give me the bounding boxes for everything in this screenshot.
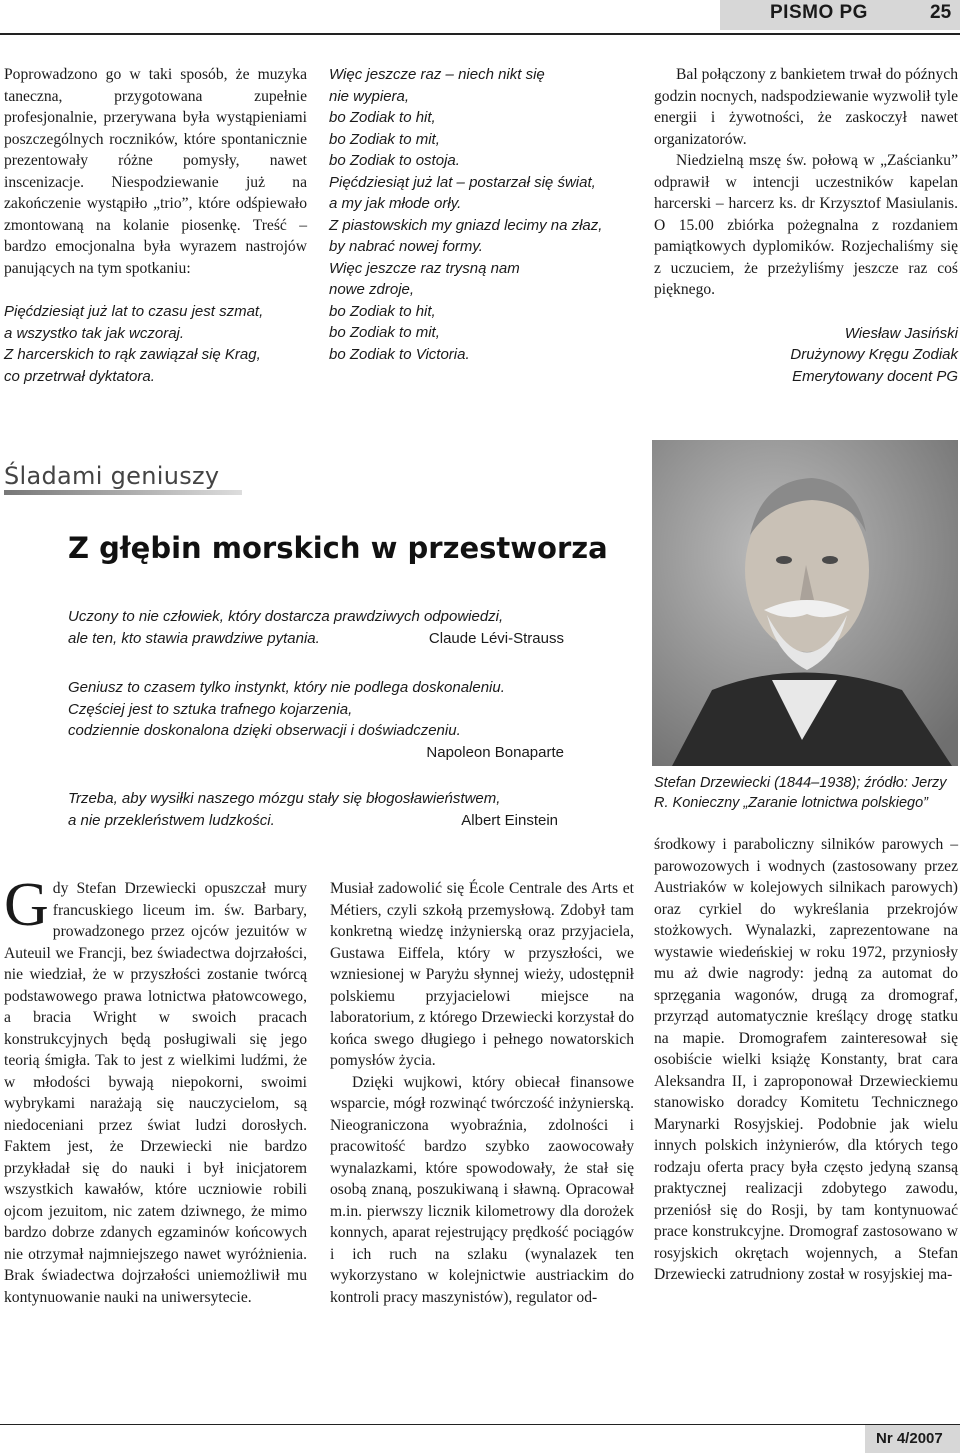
quote-author: Napoleon Bonaparte xyxy=(426,743,564,761)
poem-line: bo Zodiak to hit, xyxy=(329,302,436,320)
poem-line: bo Zodiak to hit, xyxy=(329,109,436,126)
top-col3 xyxy=(654,64,958,387)
issue-number: Nr 4/2007 xyxy=(876,1430,943,1447)
poem-line: bo Zodiak to mit, xyxy=(329,130,440,148)
quote-line: Geniusz to czasem tylko instynkt, który nie podlega doskonaleniu. xyxy=(68,679,505,696)
signature xyxy=(654,323,958,388)
top-col1 xyxy=(4,64,307,387)
article-col2 xyxy=(330,878,634,1308)
quote-line: Częściej jest to sztuka trafnego kojarzenia, xyxy=(68,700,353,718)
poem-line: Z harcerskich to rąk zawiązał się Krag, xyxy=(4,346,261,363)
poem-line: a wszystko tak jak wczoraj. xyxy=(4,324,185,342)
dropcap: G xyxy=(4,871,49,939)
article-title: Z głębin morskich w przestworza xyxy=(68,531,608,565)
page-number: 25 xyxy=(930,2,952,23)
quote-2 xyxy=(68,677,568,763)
poem-line: Pięćdziesiąt już lat to czasu jest szmat, xyxy=(4,303,264,320)
signature-title: Emerytowany docent PG xyxy=(792,367,958,385)
poem-line: co przetrwał dyktatora. xyxy=(4,367,155,385)
poem-line: Pięćdziesiąt już lat – postarzał się świat, xyxy=(329,173,596,191)
poem-line: Więc jeszcze raz – niech nikt się xyxy=(329,66,545,83)
signature-name: Wiesław Jasiński xyxy=(844,324,958,342)
footer-rule xyxy=(0,1424,960,1425)
poem-line: bo Zodiak to mit, xyxy=(329,324,440,341)
quote-1 xyxy=(68,606,568,649)
poem-line: nowe zdroje, xyxy=(329,281,415,298)
quote-line: Uczony to nie człowiek, który dostarcza prawdziwych odpowiedzi, xyxy=(68,608,504,625)
article-col2-p1: Musiał zadowolić się École Centrale des Arts et Métiers, czyli szkołą przemysłową. Zdobył tam konkretną wiedzę inżynierską oraz przyjaciela, Gustawa Eiffela, który w przyszłości, we wzniesionej w Paryżu słynnej wieży, udostępnił polskiemu przyjacielowi miejsce na laboratorium, z którego Drzewiecki korzystał do końca swego długiego i pełnego nowatorskich pomysłów życia. xyxy=(330,880,634,1069)
quote-author: Claude Lévi-Strauss xyxy=(428,629,564,647)
top-col3-p2: Niedzielną mszę św. połową w „Zaścianku” odprawił w intencji uczestników kapelan harcerski – harcerz ks. dr Krzysztof Masiulanis. O 15.00 zbiórka pożegnalna z rozdaniem pamiątkowych dyplomików. Rozjechaliśmy się z uczuciem, że przeżyliśmy jeszcze raz coś pięknego. xyxy=(654,152,958,298)
poem-line: a my jak młode orły. xyxy=(329,195,462,212)
magazine-name: PISMO PG xyxy=(770,2,868,23)
signature-role: Drużynowy Kręgu Zodiak xyxy=(790,346,958,363)
quote-line: a nie przekleństwem ludzkości. xyxy=(68,811,275,829)
section-underline xyxy=(4,490,242,495)
quote-line: Trzeba, aby wysiłki naszego mózgu stały się błogosławieństwem, xyxy=(68,790,501,807)
article-col3 xyxy=(654,834,958,1286)
article-col1-text: dy Stefan Drzewiecki opuszczał mury francuskiego liceum im. św. Barbary, prowadzonego przez ojców jezuitów w Auteuil we Francji, bez świadectwa dojrzałości, nie wiedział, że w przyszłości zostanie twórcą podstawowego prawa lotnictwa płatowcowego, a bracia Wright w swoich pracach konstrukcyjnych będą posługiwali się jego teorią śmigła. Tak to jest z wielkimi ludźmi, że w młodości bywają niepokorni, swoimi wybrykami narażają się nauczycielom, są niedoceniani przez świat ludzi dorosłych. Faktem jest, że Drzewiecki nie bardzo przykładał się do nauki i był inicjatorem wszystkich kawałów, które uczniowie robili ojcom jezuitom, nic zatem dziwnego, że mimo bardzo dobrze zdanych egzaminów końcowych nie otrzymał najmniejszego nawet wyróżnienia. Brak świadectwa dojrzałości uniemożliwił mu kontynuowanie nauki na uniwersytecie. xyxy=(4,880,307,1306)
top-col3-p1: Bal połączony z bankietem trwał do późnych godzin nocnych, nadspodziewanie wyzwolił tyle energii i żywotności, że zaskoczył nawet organizatorów. xyxy=(654,66,958,148)
portrait-illustration xyxy=(652,440,958,766)
portrait-photo xyxy=(652,440,958,766)
poem-line: bo Zodiak to ostoja. xyxy=(329,152,460,169)
poem-line: Więc jeszcze raz trysną nam xyxy=(329,259,520,277)
quote-line: codziennie doskonalona dzięki obserwacji i doświadczeniu. xyxy=(68,722,461,739)
article-col3-text: środkowy i paraboliczny silników parowych – parowozowych i wodnych (zastosowany przez Austriaków w kolejowych silnikach parowych) oraz cyrkiel do wykreślania przekrojów stożkowych. Wynalazki, zaprezentowane na wystawie wiedeńskiej w roku 1972, przyniosły mu aż dwie nagrody: jedną za automat do sprzęgania wagonów, drugą za dromograf, przyrząd automatycznie kreślący drogę statku na mapie. Dromografem zainteresował się osobiście wielki książę Konstanty, brat cara Aleksandra II, i zaproponował Drzewieckiemu stanowisko doradcy Komitetu Technicznego Marynarki Rosyjskiej. Podobnie jak wielu innych polskich inżynierów, dla których tego rodzaju oferta pracy była często jedyną szansą praktycznej realizacji zdobytego zawodu, przeniósł się do Rosji, by tam kontynuować prace konstrukcyjne. Dromograf zastosowano w rosyjskich okrętach wojennych, a Stefan Drzewiecki zatrudniony został w rosyjskiej ma- xyxy=(654,836,958,1283)
section-title: Śladami geniuszy xyxy=(4,462,220,490)
poem-line: bo Zodiak to Victoria. xyxy=(329,345,470,363)
quote-author: Albert Einstein xyxy=(461,811,558,829)
top-col2-poem xyxy=(329,64,634,365)
top-col1-paragraph: Poprowadzono go w taki sposób, że muzyka taneczna, przygotowana zupełnie profesjonalnie, przerywana była wystąpieniami poszczególnych roczników, które spontanicznie prezentowały różne pomysły, nawet inscenizacje. Niespodziewanie już na zakończenie wystąpiło „trio”, które odśpiewało zmontowaną na kolanie piosenkę. Treść – bardzo emocjonalna była wyrazem nastrojów panujących na tym spotkaniu: xyxy=(4,66,307,277)
poem-line: nie wypiera, xyxy=(329,87,410,105)
quote-line: ale ten, kto stawia prawdziwe pytania. xyxy=(68,629,320,647)
photo-caption: Stefan Drzewiecki (1844–1938); źródło: Jerzy R. Konieczny „Zaranie lotnictwa polskiego” xyxy=(654,775,947,811)
quote-3 xyxy=(68,788,562,831)
top-col1-poem xyxy=(4,301,307,387)
header-rule xyxy=(0,33,960,35)
article-col2-p2: Dzięki wujkowi, który obiecał finansowe wsparcie, mógł rozwinąć twórczość inżynierską. Nieograniczona wyobraźnia, zdolności i pracowitość bardzo szybko zaowocowały wynalazkami, które spowodowały, że stał się osobą znaną, poszukiwaną i sławną. Opracował m.in. pierwszy licznik kilometrowy dla dorożek konnych, aparat rejestrujący prędkość pociągów i ich ruch na szlaku (wynalazek ten wykorzystano w kolejnictwie austriackim do kontroli pracy maszynistów), regulator od- xyxy=(330,1073,634,1306)
article-col1 xyxy=(4,871,307,1308)
poem-line: by nabrać nowej formy. xyxy=(329,238,483,255)
poem-line: Z piastowskich my gniazd lecimy na złaz, xyxy=(329,216,603,234)
